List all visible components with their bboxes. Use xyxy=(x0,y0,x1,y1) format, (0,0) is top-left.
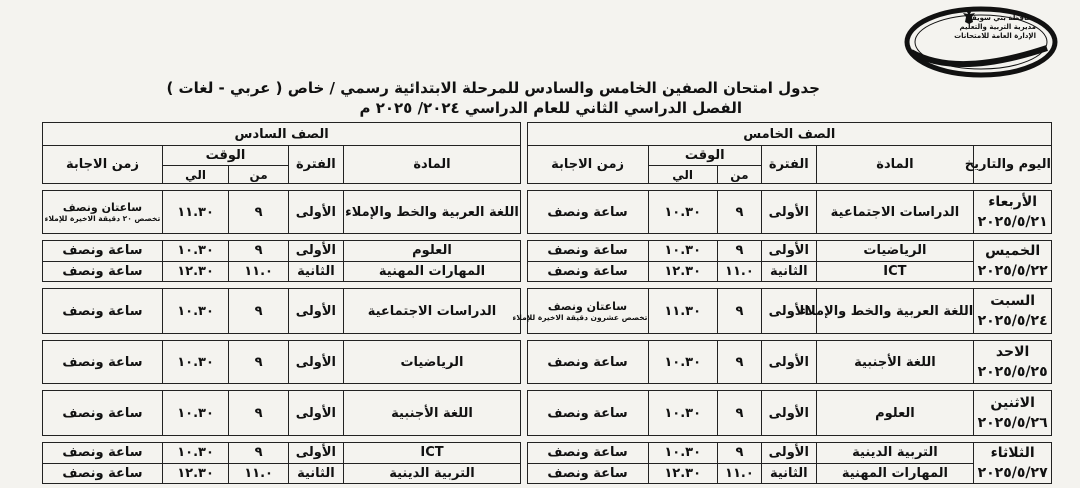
g6-subject: العلوم xyxy=(343,241,521,262)
g5-duration: ساعة ونصف xyxy=(527,241,648,262)
g5-period: الأولى xyxy=(761,191,816,234)
g5-subject-header: المادة xyxy=(816,146,974,184)
g5-period: الأولى xyxy=(761,289,816,334)
g5-period: الثانية xyxy=(761,261,816,282)
g5-to: ١٠.٣٠ xyxy=(648,241,717,262)
logo-caption xyxy=(930,14,1036,41)
g6-duration: ساعة ونصف xyxy=(43,463,163,484)
g5-duration: ساعة ونصف xyxy=(527,341,648,384)
g5-to: ١٠.٣٠ xyxy=(648,391,717,436)
g6-from-header: من xyxy=(229,166,289,184)
g5-from-header: من xyxy=(717,166,761,184)
g6-duration: ساعتان ونصف تخصص ٢٠ دقيقة الاخيرة للإملاء xyxy=(43,191,163,234)
g6-to-header: الي xyxy=(162,166,228,184)
g6-to: ١٠.٣٠ xyxy=(162,241,228,262)
g5-duration: ساعة ونصف xyxy=(527,463,648,484)
g5-subject: التربية الدينية xyxy=(816,443,974,464)
g6-subject: التربية الدينية xyxy=(343,463,521,484)
g5-duration: ساعة ونصف xyxy=(527,443,648,464)
g6-duration: ساعة ونصف xyxy=(43,241,163,262)
g6-period: الأولى xyxy=(289,443,344,464)
g6-to: ١٢.٣٠ xyxy=(162,261,228,282)
g6-duration: ساعة ونصف xyxy=(43,391,163,436)
g6-duration: ساعة ونصف xyxy=(43,341,163,384)
table-row xyxy=(43,241,1052,262)
g5-duration: ساعة ونصف xyxy=(527,261,648,282)
g6-to: ١٠.٣٠ xyxy=(162,341,228,384)
g6-from: ٩ xyxy=(229,443,289,464)
g6-from: ٩ xyxy=(229,241,289,262)
g5-period: الثانية xyxy=(761,463,816,484)
g5-duration: ساعة ونصف xyxy=(527,391,648,436)
page-subtitle: الفصل الدراسي الثاني للعام الدراسي ٢٠٢٤/ ٢٠٢٥ م xyxy=(359,99,742,117)
g6-duration-header: زمن الاجابة xyxy=(43,146,163,184)
g6-to: ١١.٣٠ xyxy=(162,191,228,234)
day-date-cell: الاثنين ٢٠٢٥/٥/٢٦ xyxy=(974,391,1052,436)
g6-subject: المهارات المهنية xyxy=(343,261,521,282)
logo-line-1: محافظة بني سويف xyxy=(968,14,1036,22)
g5-subject: المهارات المهنية xyxy=(816,463,974,484)
g5-to: ١١.٣٠ xyxy=(648,289,717,334)
g5-duration-header: زمن الاجابة xyxy=(527,146,648,184)
day-date-cell: السبت ٢٠٢٥/٥/٢٤ xyxy=(974,289,1052,334)
g5-duration: ساعة ونصف xyxy=(527,191,648,234)
g6-period: الأولى xyxy=(289,289,344,334)
g5-from: ١١.٠ xyxy=(717,463,761,484)
g5-subject: العلوم xyxy=(816,391,974,436)
grade6-header: الصف السادس xyxy=(43,123,521,146)
g5-period-header: الفترة xyxy=(761,146,816,184)
page-title: جدول امتحان الصفين الخامس والسادس للمرحلة الابتدائية رسمي / خاص ( عربي - لغات ) xyxy=(166,79,820,97)
day-date-cell: الثلاثاء ٢٠٢٥/٥/٢٧ xyxy=(974,443,1052,484)
g6-to: ١٢.٣٠ xyxy=(162,463,228,484)
g5-subject: اللغة الأجنبية xyxy=(816,341,974,384)
g6-from: ١١.٠ xyxy=(229,261,289,282)
g6-period: الأولى xyxy=(289,241,344,262)
g5-from: ١١.٠ xyxy=(717,261,761,282)
g5-subject: الرياضيات xyxy=(816,241,974,262)
g5-from: ٩ xyxy=(717,391,761,436)
grade5-header: الصف الخامس xyxy=(527,123,1051,146)
g5-duration-note: تخصص عشرون دقيقة الاخيرة للإملاء xyxy=(512,313,648,322)
table-row xyxy=(43,443,1052,464)
table-row xyxy=(43,261,1052,282)
g6-from: ٩ xyxy=(229,391,289,436)
g6-period: الأولى xyxy=(289,191,344,234)
g6-duration: ساعة ونصف xyxy=(43,289,163,334)
g5-subject: الدراسات الاجتماعية xyxy=(816,191,974,234)
g5-from: ٩ xyxy=(717,289,761,334)
g6-period: الأولى xyxy=(289,341,344,384)
g5-from: ٩ xyxy=(717,241,761,262)
g6-from: ١١.٠ xyxy=(229,463,289,484)
g5-time-header: الوقت xyxy=(648,146,761,166)
exam-schedule-table xyxy=(42,122,1052,484)
g6-subject: اللغة الأجنبية xyxy=(343,391,521,436)
g6-to: ١٠.٣٠ xyxy=(162,289,228,334)
logo-line-3: الإدارة العامة للامتحانات xyxy=(954,32,1036,40)
g6-duration: ساعة ونصف xyxy=(43,261,163,282)
g5-to: ١٠.٣٠ xyxy=(648,443,717,464)
g6-from: ٩ xyxy=(229,341,289,384)
day-date-cell: الأربعاء ٢٠٢٥/٥/٢١ xyxy=(974,191,1052,234)
g6-duration-note: تخصص ٢٠ دقيقة الاخيرة للإملاء xyxy=(44,214,161,223)
g6-subject: ICT xyxy=(343,443,521,464)
g5-period: الأولى xyxy=(761,443,816,464)
g6-period-header: الفترة xyxy=(289,146,344,184)
logo-line-2: مديرية التربية والتعليم xyxy=(959,23,1036,31)
g6-from: ٩ xyxy=(229,191,289,234)
table-row xyxy=(43,191,1052,234)
g6-from: ٩ xyxy=(229,289,289,334)
g6-time-header: الوقت xyxy=(162,146,288,166)
g6-subject: اللغة العربية والخط والإملاء xyxy=(343,191,521,234)
day-date-cell: الاحد ٢٠٢٥/٥/٢٥ xyxy=(974,341,1052,384)
g5-from: ٩ xyxy=(717,443,761,464)
g5-from: ٩ xyxy=(717,341,761,384)
g5-to: ١٢.٣٠ xyxy=(648,463,717,484)
table-row xyxy=(43,341,1052,384)
g5-from: ٩ xyxy=(717,191,761,234)
table-row xyxy=(43,289,1052,334)
g6-period: الثانية xyxy=(289,463,344,484)
g6-subject: الدراسات الاجتماعية xyxy=(343,289,521,334)
g5-period: الأولى xyxy=(761,341,816,384)
g5-duration: ساعتان ونصف تخصص عشرون دقيقة الاخيرة للإملاء xyxy=(527,289,648,334)
g6-subject: الرياضيات xyxy=(343,341,521,384)
g6-to: ١٠.٣٠ xyxy=(162,391,228,436)
g6-period: الأولى xyxy=(289,391,344,436)
g5-period: الأولى xyxy=(761,241,816,262)
g6-subject-header: المادة xyxy=(343,146,521,184)
g6-period: الثانية xyxy=(289,261,344,282)
day-date-cell: الخميس ٢٠٢٥/٥/٢٢ xyxy=(974,241,1052,282)
g5-to: ١٠.٣٠ xyxy=(648,341,717,384)
day-date-header: اليوم والتاريخ xyxy=(974,146,1052,184)
g5-to: ١٢.٣٠ xyxy=(648,261,717,282)
g6-duration: ساعة ونصف xyxy=(43,443,163,464)
g5-subject: اللغة العربية والخط والإملاء xyxy=(816,289,974,334)
table-row xyxy=(43,391,1052,436)
g5-to: ١٠.٣٠ xyxy=(648,191,717,234)
g5-subject: ICT xyxy=(816,261,974,282)
table-row xyxy=(43,463,1052,484)
g5-to-header: الي xyxy=(648,166,717,184)
g6-to: ١٠.٣٠ xyxy=(162,443,228,464)
g5-period: الأولى xyxy=(761,391,816,436)
